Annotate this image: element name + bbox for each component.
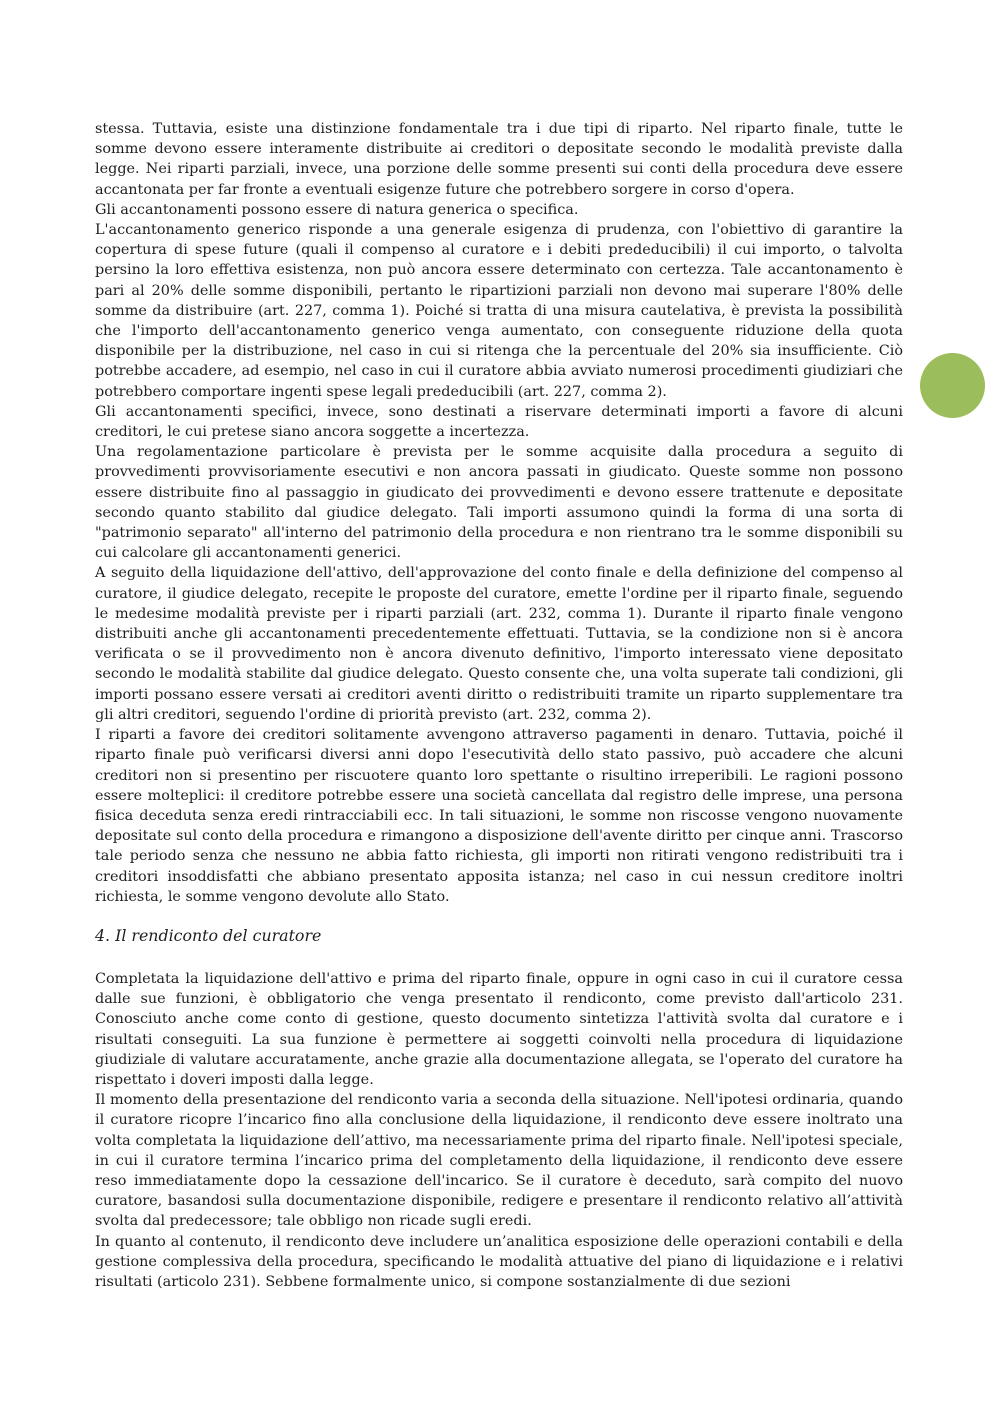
paragraph: Gli accantonamenti possono essere di natura generica o specifica.: [95, 201, 579, 218]
section-rendiconto: [95, 969, 903, 1292]
paragraph: Il momento della presentazione del rendiconto varia a seconda della situazione. Nell'ipotesi ordinaria, quando il curatore ricopre l’incarico fino alla conclusione della liquidazione, il rendiconto deve essere inoltrato una volta completata la liquidazione dell’attivo, ma necessariamente prima del riparto finale. Nell'ipotesi speciale, in cui il curatore termina l’incarico prima del completamento della liquidazione, il rendiconto deve essere reso immediatamente dopo la cessazione dell'incarico. Se il curatore è deceduto, sarà compito del nuovo curatore, basandosi sulla documentazione disponibile, redigere e presentare il rendiconto relativo all’attività svolta dal predecessore; tale obbligo non ricade sugli eredi.: [95, 1092, 903, 1230]
section-riparti: [95, 119, 903, 907]
section-heading: 4. Il rendiconto del curatore: [95, 925, 322, 945]
side-marker-circle: [920, 353, 985, 418]
paragraph: stessa. Tuttavia, esiste una distinzione fondamentale tra i due tipi di riparto. Nel riparto finale, tutte le somme devono essere interamente distribuite ai creditori o depositate secondo le modalità previste dalla legge. Nei riparti parziali, invece, una porzione delle somme presenti sui conti della procedura deve essere accantonata per far fronte a eventuali esigenze future che potrebbero sorgere in corso d'opera.: [95, 121, 903, 198]
paragraph: Gli accantonamenti specifici, invece, sono destinati a riservare determinati importi a favore di alcuni creditori, le cui pretese siano ancora soggette a incertezza.: [95, 403, 903, 441]
paragraph: Una regolamentazione particolare è prevista per le somme acquisite dalla procedura a seguito di provvedimenti provvisoriamente esecutivi e non ancora passati in giudicato. Queste somme non possono essere distribuite fino al passaggio in giudicato dei provvedimenti e devono essere trattenute e depositate secondo quanto stabilito dal giudice delegato. Tali importi assumono quindi la forma di una sorta di "patrimonio separato" all'interno del patrimonio della procedura e non rientrano tra le somme disponibili su cui calcolare gli accantonamenti generici.: [95, 444, 903, 562]
paragraph: In quanto al contenuto, il rendiconto deve includere un’analitica esposizione delle operazioni contabili e della gestione complessiva della procedura, specificando le modalità attuative del piano di liquidazione e i relativi risultati (articolo 231). Sebbene formalmente unico, si compone sostanzialmente di due sezioni: [95, 1233, 903, 1290]
paragraph: Completata la liquidazione dell'attivo e prima del riparto finale, oppure in ogni caso in cui il curatore cessa dalle sue funzioni, è obbligatorio che venga presentato il rendiconto, come previsto dall'articolo 231. Conosciuto anche come conto di gestione, questo documento sintetizza l'attività svolta dal curatore e i risultati conseguiti. La sua funzione è permettere ai soggetti coinvolti nella procedura di liquidazione giudiziale di valutare accuratamente, anche grazie alla documentazione allegata, se l'operato del curatore ha rispettato i doveri imposti dalla legge.: [95, 970, 903, 1088]
paragraph: I riparti a favore dei creditori solitamente avvengono attraverso pagamenti in denaro. Tuttavia, poiché il riparto finale può verificarsi diversi anni dopo l'esecutività dello stato passivo, può accadere che alcuni creditori non si presentino per riscuotere quanto loro spettante o risultino irreperibili. Le ragioni possono essere molteplici: il creditore potrebbe essere una società cancellata dal registro delle imprese, una persona fisica deceduta senza eredi rintracciabili ecc. In tali situazioni, le somme non riscosse vengono nuovamente depositate sul conto della procedura e rimangono a disposizione dell'avente diritto per cinque anni. Trascorso tale periodo senza che nessuno ne abbia fatto richiesta, gli importi non ritirati vengono redistribuiti tra i creditori insoddisfatti che abbiano presentato apposita istanza; nel caso in cui nessun creditore inoltri richiesta, le somme vengono devolute allo Stato.: [95, 727, 903, 905]
document-page: [95, 119, 903, 1292]
paragraph: L'accantonamento generico risponde a una generale esigenza di prudenza, con l'obiettivo di garantire la copertura di spese future (quali il compenso al curatore e i debiti prededucibili) il cui importo, o talvolta persino la loro effettiva esistenza, non può ancora essere determinato con certezza. Tale accantonamento è pari al 20% delle somme disponibili, pertanto le ripartizioni parziali non devono mai superare l'80% delle somme da distribuire (art. 227, comma 1). Poiché si tratta di una misura cautelativa, è prevista la possibilità che l'importo dell'accantonamento generico venga aumentato, con conseguente riduzione della quota disponibile per la distribuzione, nel caso in cui si ritenga che la percentuale del 20% sia insufficiente. Ciò potrebbe accadere, ad esempio, nel caso in cui il curatore abbia avviato numerosi procedimenti giudiziari che potrebbero comportare ingenti spese legali prededucibili (art. 227, comma 2).: [95, 222, 903, 400]
paragraph: A seguito della liquidazione dell'attivo, dell'approvazione del conto finale e della definizione del compenso al curatore, il giudice delegato, recepite le proposte del curatore, emette l'ordine per il riparto finale, seguendo le medesime modalità previste per i riparti parziali (art. 232, comma 1). Durante il riparto finale vengono distribuiti anche gli accantonamenti precedentemente effettuati. Tuttavia, se la condizione non si è ancora verificata o se il provvedimento non è ancora divenuto definitivo, l'importo interessato viene depositato secondo le modalità stabilite dal giudice delegato. Questo consente che, una volta superate tali condizioni, gli importi possano essere versati ai creditori aventi diritto o redistribuiti tramite un riparto supplementare tra gli altri creditori, seguendo l'ordine di priorità previsto (art. 232, comma 2).: [95, 565, 903, 723]
